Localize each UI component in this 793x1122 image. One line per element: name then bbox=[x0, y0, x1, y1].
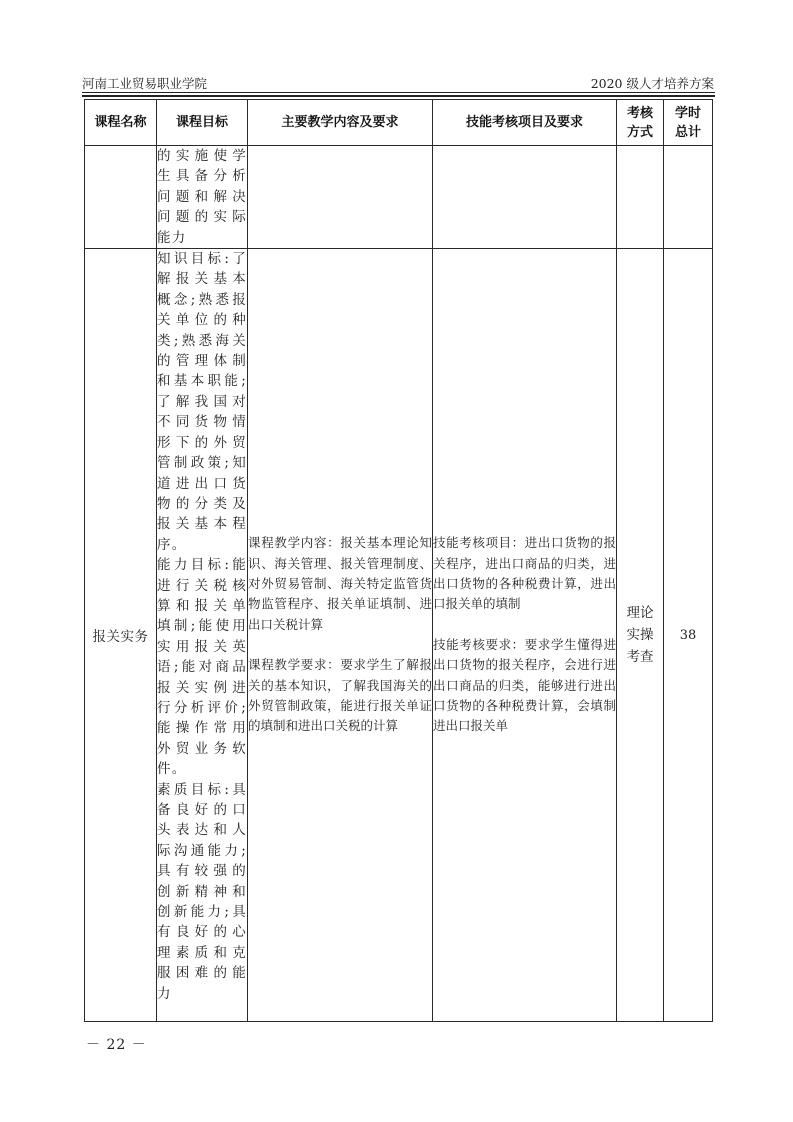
course-goal-line: 形下的外贸 bbox=[157, 434, 247, 451]
continuation-goal-line: 的实施使学 bbox=[157, 148, 247, 164]
course-goal-line: 的管理体制 bbox=[157, 353, 247, 370]
course-goal-line: 类;熟悉海关 bbox=[157, 332, 247, 349]
course-goal-line: 理素质和克 bbox=[157, 944, 247, 961]
continuation-goal-line: 能力 bbox=[157, 229, 187, 246]
course-goal-line: 创新精神和 bbox=[157, 883, 247, 900]
column-header-method bbox=[617, 100, 664, 146]
course-goal-line: 有良好的心 bbox=[157, 924, 247, 941]
method-line: 理论 bbox=[626, 605, 654, 622]
course-goal-line: 外贸业务软 bbox=[157, 740, 247, 757]
course-skills-cell bbox=[433, 249, 617, 1022]
method-line: 实操 bbox=[626, 627, 654, 644]
continuation-hours-cell bbox=[664, 146, 713, 249]
course-goal-line: 力 bbox=[157, 985, 172, 1002]
course-goal-line: 概念;熟悉报 bbox=[157, 291, 247, 308]
curriculum-table bbox=[84, 99, 713, 1022]
course-goal-line: 了解我国对 bbox=[157, 393, 247, 410]
method-line: 考查 bbox=[626, 649, 654, 666]
page-number: － 22 － bbox=[86, 1037, 147, 1053]
course-goal-line: 序。 bbox=[157, 536, 187, 553]
course-goal-line: 服困难的能 bbox=[157, 965, 247, 982]
continuation-goal-line: 问题和解决 bbox=[157, 188, 247, 205]
course-goal-line: 物的分类及 bbox=[157, 495, 247, 512]
course-goal-line: 头表达和人 bbox=[157, 822, 247, 839]
course-goal-line: 报关实例进 bbox=[157, 679, 247, 696]
course-goal-line: 不同货物情 bbox=[157, 414, 247, 431]
course-goal-line: 行分析评价; bbox=[157, 699, 247, 716]
course-goal-line: 语;能对商品 bbox=[157, 659, 247, 676]
course-goal-line: 素质目标:具 bbox=[157, 781, 247, 798]
course-goal-line: 算和报关单 bbox=[157, 597, 247, 614]
course-goal-line: 解报关基本 bbox=[157, 271, 247, 288]
table-row-continuation bbox=[85, 146, 713, 249]
header-plan-title: 2020 级人才培养方案 bbox=[590, 76, 714, 91]
course-goal-line: 件。 bbox=[157, 761, 187, 778]
column-header-hours-line1: 学时 bbox=[674, 105, 701, 121]
column-header-method-line2: 方式 bbox=[626, 124, 653, 140]
column-header-content: 主要教学内容及要求 bbox=[248, 100, 433, 146]
course-goal-line: 报关基本程 bbox=[157, 516, 247, 533]
column-header-method-line1: 考核 bbox=[626, 105, 653, 121]
course-goal-line: 创新能力;具 bbox=[157, 904, 247, 921]
course-goal-line: 实用报关英 bbox=[157, 638, 247, 655]
course-goal-cell bbox=[157, 249, 248, 1022]
header-rule-thin bbox=[82, 92, 715, 93]
column-header-course-name: 课程名称 bbox=[85, 100, 157, 146]
course-goal-line: 具有较强的 bbox=[157, 863, 247, 880]
course-goal-line: 际沟通能力; bbox=[157, 842, 247, 859]
course-goal-line: 关单位的种 bbox=[157, 312, 247, 329]
table-header-row bbox=[85, 100, 713, 146]
course-method-cell bbox=[617, 249, 664, 1022]
continuation-goal-cell bbox=[157, 146, 248, 249]
header-school-name: 河南工业贸易职业学院 bbox=[82, 76, 208, 91]
course-goal-line: 和基本职能; bbox=[157, 373, 247, 390]
skills-items-paragraph: 技能考核项目：进出口货物的报关程序，进出口商品的归类，进出口货物的各种税费计算，进出口报关单的填制 bbox=[433, 535, 616, 612]
continuation-content-cell bbox=[248, 146, 433, 249]
continuation-skills-cell bbox=[433, 146, 617, 249]
course-hours-cell: 38 bbox=[664, 249, 713, 1022]
table-row-course bbox=[85, 249, 713, 1022]
column-header-hours bbox=[664, 100, 713, 146]
column-header-goal: 课程目标 bbox=[157, 100, 248, 146]
continuation-goal-line: 生具备分析 bbox=[157, 168, 247, 185]
course-name-cell: 报关实务 bbox=[85, 249, 157, 1022]
course-goal-line: 能力目标:能 bbox=[157, 557, 247, 574]
course-goal-line: 道进出口货 bbox=[157, 475, 247, 492]
column-header-skills: 技能考核项目及要求 bbox=[433, 100, 617, 146]
continuation-method-cell bbox=[617, 146, 664, 249]
continuation-name-cell bbox=[85, 146, 157, 249]
skills-requirements-paragraph: 技能考核要求：要求学生懂得进出口货物的报关程序，会进行进出口商品的归类，能够进行进出口货物的各种税费计算，会填制进出口报关单 bbox=[433, 636, 616, 734]
header-rule-thick bbox=[82, 95, 715, 97]
course-goal-line: 能操作常用 bbox=[157, 720, 247, 737]
content-paragraph: 课程教学内容：报关基本理论知识、海关管理、报关管理制度、对外贸易管制、海关特定监管货物监管程序、报关单证填制、进出口关税计算 bbox=[248, 535, 432, 632]
content-requirements-paragraph: 课程教学要求：要求学生了解报关的基本知识，了解我国海关的外贸管制政策，能进行报关单证的填制和进出口关税的计算 bbox=[248, 657, 432, 734]
course-goal-line: 进行关税核 bbox=[157, 577, 247, 594]
continuation-goal-line: 问题的实际 bbox=[157, 209, 247, 226]
column-header-hours-line2: 总计 bbox=[674, 124, 701, 140]
course-goal-line: 填制;能使用 bbox=[157, 618, 247, 635]
course-goal-line: 备良好的口 bbox=[157, 802, 247, 818]
course-goal-line: 管制政策;知 bbox=[157, 455, 247, 472]
course-goal-line: 知识目标:了 bbox=[157, 251, 247, 268]
course-content-cell bbox=[248, 249, 433, 1022]
